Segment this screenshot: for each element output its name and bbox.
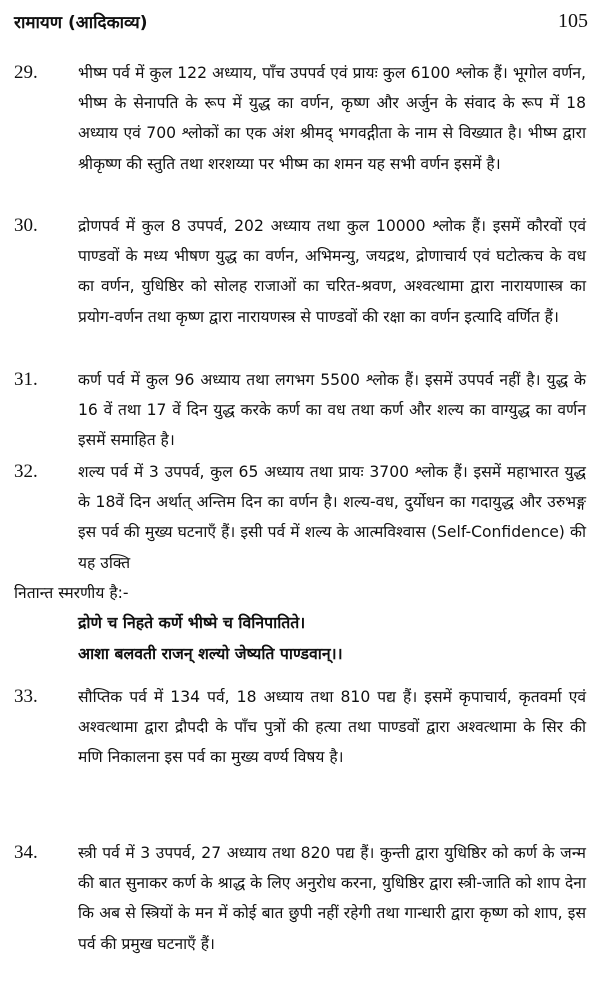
item-text: सौप्तिक पर्व में 134 पर्व, 18 अध्याय तथा 810 पद्य हैं। इसमें कृपाचार्य, कृतवर्मा एवं अश्वत्थामा द्वारा द्रौपदी के पाँच पुत्रों की हत्या तथा पाण्डवों द्वारा अश्वत्थामा के सिर की मणि निकालना इस पर्व का मुख्य वर्ण्य विषय है। bbox=[78, 688, 586, 767]
page-number: 105 bbox=[558, 10, 588, 32]
item-number: 30. bbox=[14, 215, 38, 236]
item-number: 34. bbox=[14, 842, 38, 863]
item-text: कर्ण पर्व में कुल 96 अध्याय तथा लगभग 5500 श्लोक हैं। इसमें उपपर्व नहीं है। युद्ध के 16 वें तथा 17 वें दिन युद्ध करके कर्ण का वध तथा कर्ण और शल्य का वाग्युद्ध का वर्णन इसमें समाहित है। bbox=[78, 371, 586, 450]
item-text: शल्य पर्व में 3 उपपर्व, कुल 65 अध्याय तथा प्रायः 3700 श्लोक हैं। इसमें महाभारत युद्ध के 18वें दिन अर्थात् अन्तिम दिन का वर्णन है। शल्य-वध, दुर्योधन का गदायुद्ध और उरुभङ्ग इस पर्व की मुख्य घटनाएँ हैं। इसी पर्व में शल्य के आत्मविश्वास (Self-Confidence) की यह उक्ति bbox=[78, 463, 586, 572]
item-text: द्रोणपर्व में कुल 8 उपपर्व, 202 अध्याय तथा कुल 10000 श्लोक हैं। इसमें कौरवों एवं पाण्डवों के मध्य भीषण युद्ध का वर्णन, अभिमन्यु, जयद्रथ, द्रोणाचार्य एवं घटोत्कच के वध का वर्णन, युधिष्ठिर को सोलह राजाओं का चरित-श्रवण, अश्वत्थामा द्वारा नारायणास्त्र का प्रयोग-वर्णन तथा कृष्ण द्वारा नारायणस्त्र से पाण्डवों की रक्षा का वर्णन इत्यादि वर्णित हैं। bbox=[78, 217, 586, 326]
item-number: 31. bbox=[14, 369, 38, 390]
item-number: 32. bbox=[14, 461, 38, 482]
item-number: 29. bbox=[14, 62, 38, 83]
sanskrit-verse-line: आशा बलवती राजन् शल्यो जेष्यति पाण्डवान्।। bbox=[78, 644, 343, 663]
item-text: स्त्री पर्व में 3 उपपर्व, 27 अध्याय तथा 820 पद्य हैं। कुन्ती द्वारा युधिष्ठिर को कर्ण के जन्म की बात सुनाकर कर्ण के श्राद्ध के लिए अनुरोध करना, युधिष्ठिर द्वारा स्त्री-जाति को शाप देना कि अब से स्त्रियों के मन में कोई बात छुपी नहीं रहेगी तथा गान्धारी द्वारा कृष्ण को शाप, इस पर्व की प्रमुख घटनाएँ हैं। bbox=[78, 844, 586, 953]
running-title: रामायण (आदिकाव्य) bbox=[14, 13, 148, 33]
item-number: 33. bbox=[14, 686, 38, 707]
sanskrit-verse-line: द्रोणे च निहते कर्णे भीष्मे च विनिपातिते। bbox=[78, 613, 306, 632]
item-text: भीष्म पर्व में कुल 122 अध्याय, पाँच उपपर्व एवं प्रायः कुल 6100 श्लोक हैं। भूगोल वर्णन, भीष्म के सेनापति के रूप में युद्ध का वर्णन, कृष्ण और अर्जुन के संवाद के रूप में 18 अध्याय एवं 700 श्लोकों का एक अंश श्रीमद् भगवद्गीता के नाम से विख्यात है। भीष्म द्वारा श्रीकृष्ण की स्तुति तथा शरशय्या पर भीष्म का शमन यह सभी वर्णन इसमें है। bbox=[78, 64, 586, 173]
page-header bbox=[0, 0, 600, 38]
continuation-text: नितान्त स्मरणीय है:- bbox=[14, 584, 129, 602]
